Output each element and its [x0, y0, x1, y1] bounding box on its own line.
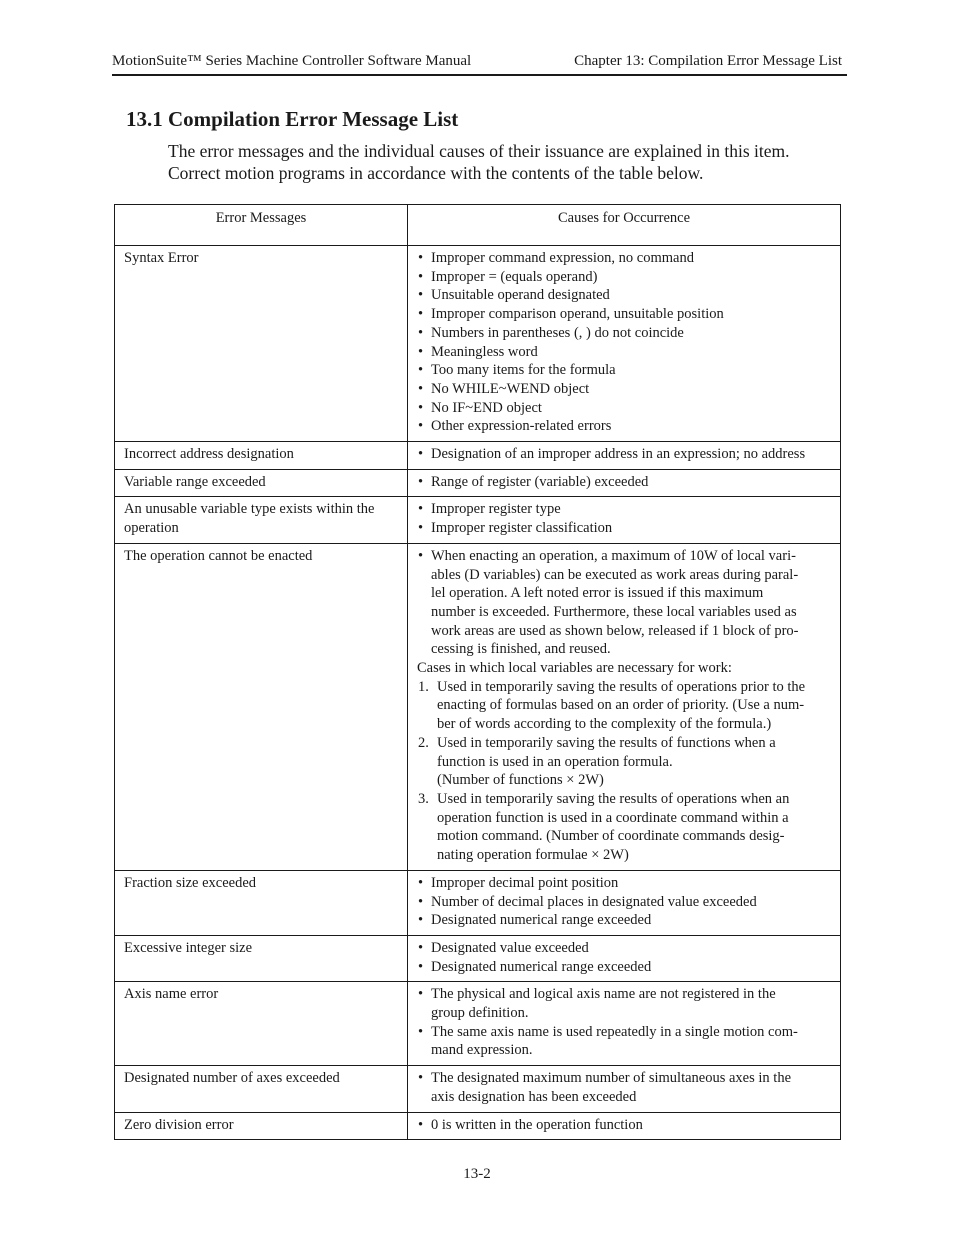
table-row	[115, 246, 841, 442]
intro-line: Correct motion programs in accordance with the contents of the table below.	[168, 162, 704, 183]
table-row	[115, 982, 841, 1066]
cause-bullet-item	[417, 305, 832, 324]
cause-text: motion command. (Number of coordinate commands desig-	[437, 828, 785, 845]
cause-bullet-item	[417, 893, 832, 912]
header-error-messages: Error Messages	[115, 205, 408, 246]
cause-text: Used in temporarily saving the results of operations when an	[437, 790, 790, 807]
cause-text: 0 is written in the operation function	[431, 1116, 643, 1133]
cause-text: No WHILE~WEND object	[431, 380, 590, 397]
manual-title: MotionSuite™ Series Machine Controller Software Manual	[112, 53, 472, 69]
cause-text: enacting of formulas based on an order of priority. (Use a num-	[437, 697, 805, 714]
cause-text: operation function is used in a coordinate command within a	[437, 809, 789, 826]
cause-cell	[408, 543, 841, 870]
cause-bullet-item	[417, 1069, 832, 1088]
cause-text: The same axis name is used repeatedly in a single motion com-	[431, 1023, 798, 1040]
error-message-text: Incorrect address designation	[124, 446, 294, 463]
error-message-cell	[115, 469, 408, 497]
cause-text-line	[417, 659, 832, 678]
cause-bullet-item	[417, 268, 832, 287]
cause-cell	[408, 1066, 841, 1112]
cause-text: No IF~END object	[431, 399, 542, 416]
section-heading: 13.1 Compilation Error Message List	[126, 107, 459, 131]
cause-bullet-item	[417, 286, 832, 305]
error-message-text: The operation cannot be enacted	[124, 547, 313, 564]
intro-line: The error messages and the individual causes of their issuance are explained in this item.	[168, 141, 790, 161]
cause-bullet-item	[417, 445, 832, 464]
cause-text-line	[417, 1004, 832, 1023]
cause-bullet-item	[417, 1116, 832, 1135]
cause-cell	[408, 870, 841, 935]
table-row	[115, 543, 841, 870]
cause-text-line	[417, 566, 832, 585]
error-message-text: Zero division error	[124, 1116, 234, 1133]
error-message-text: operation	[124, 520, 179, 537]
page-number: 13-2	[463, 1166, 491, 1182]
cause-numbered-item	[417, 790, 832, 809]
cause-cell	[408, 497, 841, 543]
error-message-table	[114, 204, 841, 1140]
cause-bullet-item	[417, 911, 832, 930]
error-message-text: An unusable variable type exists within the	[124, 501, 375, 518]
cause-text: function is used in an operation formula.	[437, 753, 673, 770]
cause-text: Improper = (equals operand)	[431, 268, 598, 285]
cause-text: Meaningless word	[431, 343, 538, 360]
cause-text: Numbers in parentheses (, ) do not coincide	[431, 324, 684, 341]
error-message-cell	[115, 1112, 408, 1140]
cause-text: The designated maximum number of simultaneous axes in the	[431, 1070, 792, 1087]
cause-bullet-item	[417, 519, 832, 538]
error-message-cell	[115, 935, 408, 981]
error-message-cell	[115, 982, 408, 1066]
cause-text: mand expression.	[431, 1042, 533, 1059]
table-header-row	[115, 205, 841, 246]
cause-bullet-item	[417, 1023, 832, 1042]
cause-text-line	[417, 809, 832, 828]
chapter-title: Chapter 13: Compilation Error Message List	[574, 53, 842, 69]
cause-bullet-item	[417, 249, 832, 268]
table-row	[115, 442, 841, 470]
cause-bullet-item	[417, 343, 832, 362]
cause-text: ber of words according to the complexity of the formula.)	[437, 716, 772, 733]
cause-text: Designated numerical range exceeded	[431, 912, 652, 929]
cause-text: Range of register (variable) exceeded	[431, 473, 649, 490]
cause-numbered-item	[417, 678, 832, 697]
table-row	[115, 497, 841, 543]
cause-text-line	[417, 603, 832, 622]
item-number: 1.	[418, 678, 429, 695]
table-row	[115, 1066, 841, 1112]
cause-bullet-item	[417, 380, 832, 399]
header-divider	[112, 74, 847, 76]
cause-cell	[408, 442, 841, 470]
cause-text: When enacting an operation, a maximum of 10W of local vari-	[431, 547, 796, 564]
cause-text: Designation of an improper address in an expression; no address	[431, 446, 806, 463]
error-message-text: Designated number of axes exceeded	[124, 1070, 340, 1087]
cause-bullet-item	[417, 417, 832, 436]
error-message-cell	[115, 246, 408, 442]
cause-text: cessing is finished, and reused.	[431, 641, 611, 658]
cause-cell	[408, 935, 841, 981]
cause-text-line	[417, 846, 832, 865]
cause-cell	[408, 1112, 841, 1140]
table-row	[115, 1112, 841, 1140]
error-message-text: Axis name error	[124, 986, 219, 1003]
cause-text: Used in temporarily saving the results of functions when a	[437, 734, 776, 751]
cause-text: Cases in which local variables are necessary for work:	[417, 660, 732, 677]
error-message-text: Excessive integer size	[124, 939, 253, 956]
error-message-text: Variable range exceeded	[124, 473, 266, 490]
cause-text: Improper comparison operand, unsuitable position	[431, 306, 724, 323]
cause-text: Used in temporarily saving the results of operations prior to the	[437, 678, 806, 695]
cause-text: Designated numerical range exceeded	[431, 958, 652, 975]
item-number: 2.	[418, 734, 429, 751]
table-row	[115, 870, 841, 935]
table-row	[115, 935, 841, 981]
cause-text: The physical and logical axis name are not registered in the	[431, 986, 776, 1003]
item-number: 3.	[418, 790, 429, 807]
cause-text: axis designation has been exceeded	[431, 1088, 637, 1105]
cause-text: number is exceeded. Furthermore, these local variables used as	[431, 603, 797, 620]
cause-text: Number of decimal places in designated value exceeded	[431, 893, 757, 910]
cause-text: ables (D variables) can be executed as work areas during paral-	[431, 566, 799, 583]
table-row	[115, 469, 841, 497]
error-message-text: Syntax Error	[124, 250, 199, 266]
cause-text: nating operation formulae × 2W)	[437, 847, 629, 864]
cause-bullet-item	[417, 939, 832, 958]
cause-text: Other expression-related errors	[431, 418, 612, 435]
error-message-cell	[115, 497, 408, 543]
cause-bullet-item	[417, 958, 832, 977]
cause-bullet-item	[417, 500, 832, 519]
cause-bullet-item	[417, 473, 832, 492]
cause-bullet-item	[417, 399, 832, 418]
cause-cell	[408, 246, 841, 442]
cause-text: Unsuitable operand designated	[431, 287, 610, 304]
cause-bullet-item	[417, 324, 832, 343]
header-causes: Causes for Occurrence	[408, 205, 841, 246]
cause-text-line	[417, 1088, 832, 1107]
cause-text: Too many items for the formula	[431, 362, 616, 379]
error-message-cell	[115, 442, 408, 470]
cause-text-line	[417, 584, 832, 603]
cause-cell	[408, 469, 841, 497]
cause-text: Improper command expression, no command	[431, 250, 694, 266]
cause-bullet-item	[417, 547, 832, 566]
cause-text: Designated value exceeded	[431, 939, 589, 956]
cause-text-line	[417, 715, 832, 734]
error-message-cell	[115, 870, 408, 935]
cause-text-line	[417, 696, 832, 715]
cause-text-line	[417, 827, 832, 846]
error-message-text: Fraction size exceeded	[124, 874, 257, 891]
cause-bullet-item	[417, 985, 832, 1004]
cause-text: Improper register classification	[431, 520, 613, 537]
error-message-cell	[115, 543, 408, 870]
cause-text-line	[417, 622, 832, 641]
cause-numbered-item	[417, 734, 832, 753]
cause-text: Improper decimal point position	[431, 874, 619, 891]
cause-text-line	[417, 640, 832, 659]
cause-cell	[408, 982, 841, 1066]
cause-text-line	[417, 753, 832, 772]
table-body	[115, 246, 841, 1140]
cause-text: work areas are used as shown below, released if 1 block of pro-	[431, 622, 799, 639]
cause-bullet-item	[417, 874, 832, 893]
error-message-cell	[115, 1066, 408, 1112]
cause-text: group definition.	[431, 1005, 529, 1022]
cause-text: Improper register type	[431, 501, 561, 518]
cause-bullet-item	[417, 361, 832, 380]
intro-paragraph	[168, 141, 848, 184]
cause-text-line	[417, 1041, 832, 1060]
cause-text-line	[417, 771, 832, 790]
cause-text: (Number of functions × 2W)	[437, 772, 604, 789]
cause-text: lel operation. A left noted error is issued if this maximum	[431, 585, 764, 602]
